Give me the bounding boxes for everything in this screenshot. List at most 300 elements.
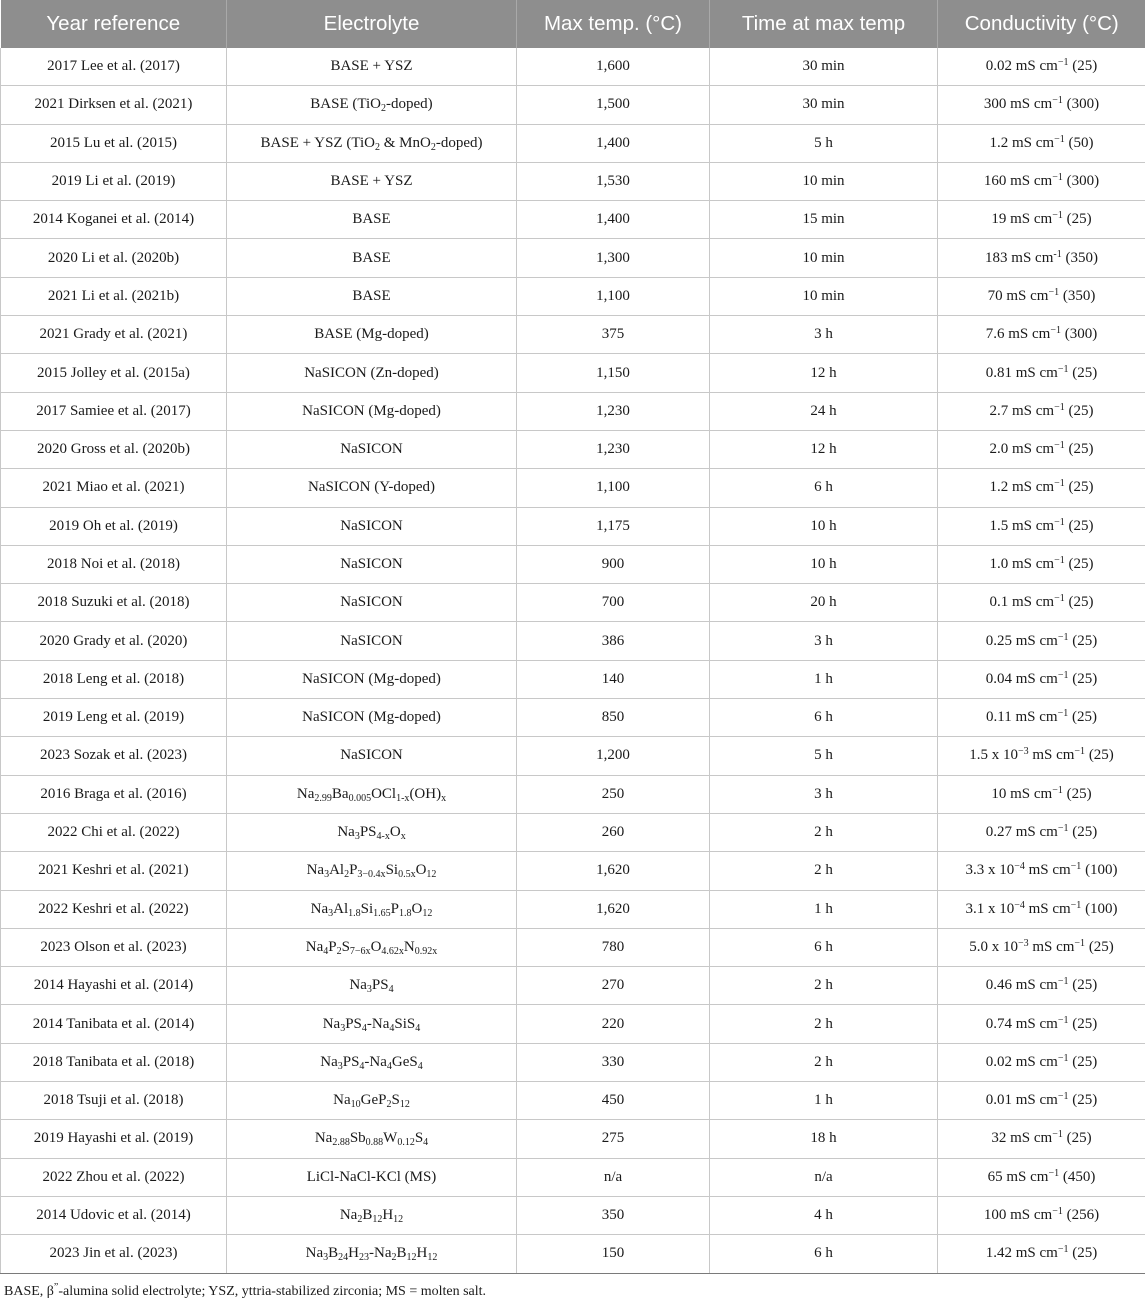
cell-conductivity	[938, 890, 1145, 928]
text-segment: (300)	[1060, 326, 1098, 343]
table-row	[1, 354, 1145, 392]
table-row	[1, 48, 1145, 86]
text-segment: -doped)	[435, 134, 483, 151]
superscript: −1	[1052, 210, 1063, 222]
subscript: 2.99	[314, 792, 332, 804]
cell-conductivity	[938, 1158, 1145, 1196]
cell-conductivity	[938, 1082, 1145, 1120]
text-segment: Na	[310, 900, 329, 917]
table-row	[1, 1158, 1145, 1196]
cell-time-at-max-temp: 30 min	[710, 48, 938, 86]
superscript: −1	[1052, 172, 1063, 184]
text-segment: 0.04 mS cm	[985, 670, 1058, 687]
cell-electrolyte	[227, 545, 517, 583]
superscript: −1	[1057, 823, 1069, 835]
superscript: −1	[1054, 478, 1065, 490]
subscript: 3	[354, 831, 360, 843]
cell-year-reference: 2018 Suzuki et al. (2018)	[1, 584, 227, 622]
subscript: 2.88	[332, 1137, 350, 1149]
cell-electrolyte	[227, 354, 517, 392]
cell-year-reference: 2021 Grady et al. (2021)	[1, 316, 227, 354]
table-row	[1, 775, 1145, 813]
table-row	[1, 1120, 1145, 1158]
subscript: x	[441, 792, 447, 804]
header-time-at-max-temp: Time at max temp	[710, 0, 938, 48]
cell-electrolyte	[227, 392, 517, 430]
cell-electrolyte	[227, 1235, 517, 1273]
cell-year-reference: 2015 Lu et al. (2015)	[1, 124, 227, 162]
cell-max-temp: 1,175	[517, 507, 710, 545]
cell-electrolyte	[227, 775, 517, 813]
subscript: 3	[328, 907, 334, 919]
cell-electrolyte	[227, 1158, 517, 1196]
text-segment: PS	[342, 1053, 360, 1070]
subscript: 1.8	[399, 907, 412, 919]
text-segment: PS	[359, 824, 377, 841]
cell-max-temp: 275	[517, 1120, 710, 1158]
cell-conductivity	[938, 392, 1145, 430]
cell-electrolyte	[227, 699, 517, 737]
superscript: −1	[1054, 401, 1065, 413]
text-segment: 0.25 mS cm	[985, 632, 1058, 649]
cell-electrolyte	[227, 1043, 517, 1081]
text-segment: mS cm	[1024, 862, 1071, 879]
cell-max-temp: 1,400	[517, 124, 710, 162]
cell-max-temp: 780	[517, 928, 710, 966]
text-segment: NaSICON (Mg-doped)	[302, 709, 441, 726]
cell-time-at-max-temp: 18 h	[710, 1120, 938, 1158]
text-segment: (25)	[1068, 1092, 1098, 1109]
subscript: 4	[417, 1060, 423, 1072]
superscript: −4	[1014, 861, 1025, 873]
superscript: −1	[1070, 861, 1082, 873]
text-segment: (25)	[1064, 441, 1094, 458]
subscript: 7−6x	[349, 945, 371, 957]
cell-conductivity	[938, 354, 1145, 392]
cell-year-reference: 2021 Keshri et al. (2021)	[1, 852, 227, 890]
text-segment: -Na	[366, 1015, 390, 1032]
superscript: -1	[1053, 248, 1062, 260]
cell-max-temp: 450	[517, 1082, 710, 1120]
text-segment: BASE, β	[4, 1284, 54, 1299]
cell-time-at-max-temp: 1 h	[710, 1082, 938, 1120]
cell-year-reference: 2019 Hayashi et al. (2019)	[1, 1120, 227, 1158]
text-segment: Na	[296, 785, 315, 802]
text-segment: (25)	[1068, 1015, 1098, 1032]
cell-time-at-max-temp: n/a	[710, 1158, 938, 1196]
superscript: −1	[1054, 516, 1065, 528]
text-segment: 0.81 mS cm	[985, 364, 1058, 381]
superscript: −1	[1070, 899, 1082, 911]
text-segment: BASE (TiO	[310, 96, 382, 113]
table-row	[1, 1043, 1145, 1081]
text-segment: (25)	[1068, 364, 1098, 381]
cell-max-temp: 375	[517, 316, 710, 354]
cell-year-reference: 2018 Leng et al. (2018)	[1, 660, 227, 698]
superscript: −1	[1054, 555, 1065, 566]
cell-electrolyte	[227, 813, 517, 851]
text-segment: W	[383, 1130, 398, 1147]
text-segment: H	[416, 1245, 428, 1262]
text-segment: P	[390, 900, 399, 917]
cell-year-reference: 2023 Sozak et al. (2023)	[1, 737, 227, 775]
text-segment: O	[415, 862, 427, 879]
superscript: −1	[1074, 937, 1086, 949]
cell-time-at-max-temp: 2 h	[710, 852, 938, 890]
cell-year-reference: 2022 Keshri et al. (2022)	[1, 890, 227, 928]
cell-max-temp: n/a	[517, 1158, 710, 1196]
text-segment: 1.2 mS cm	[989, 479, 1055, 496]
cell-time-at-max-temp: 4 h	[710, 1196, 938, 1234]
subscript: 12	[406, 1252, 417, 1264]
text-segment: 7.6 mS cm	[985, 326, 1051, 343]
cell-conductivity	[938, 660, 1145, 698]
subscript: 24	[338, 1252, 349, 1264]
subscript: 1.8	[348, 907, 361, 919]
superscript: −1	[1057, 708, 1069, 720]
cell-electrolyte	[227, 239, 517, 277]
cell-year-reference: 2017 Lee et al. (2017)	[1, 48, 227, 86]
subscript: 3−0.4x	[357, 869, 386, 881]
text-segment: -Na	[364, 1053, 387, 1070]
text-segment: 1.5 mS cm	[989, 517, 1055, 534]
text-segment: Al	[333, 900, 349, 917]
table-row	[1, 584, 1145, 622]
text-segment: Na	[306, 862, 325, 879]
text-segment: B	[396, 1245, 407, 1262]
table-row	[1, 1082, 1145, 1120]
subscript: 4	[386, 1060, 392, 1072]
text-segment: (25)	[1068, 632, 1098, 649]
cell-max-temp: 350	[517, 1196, 710, 1234]
text-segment: NaSICON	[340, 632, 403, 649]
subscript: 2	[374, 141, 380, 153]
text-segment: (25)	[1064, 402, 1094, 419]
subscript: 12	[399, 1099, 410, 1111]
cell-year-reference: 2014 Koganei et al. (2014)	[1, 201, 227, 239]
subscript: 2	[391, 1252, 397, 1264]
text-segment: Na	[305, 1245, 324, 1262]
cell-time-at-max-temp: 6 h	[710, 928, 938, 966]
cell-year-reference: 2016 Braga et al. (2016)	[1, 775, 227, 813]
subscript: 2	[344, 869, 350, 881]
superscript: −1	[1057, 976, 1069, 988]
cell-max-temp: 1,500	[517, 86, 710, 124]
text-segment: SiS	[394, 1015, 416, 1032]
cell-conductivity	[938, 201, 1145, 239]
text-segment: (100)	[1081, 900, 1118, 917]
cell-time-at-max-temp: 3 h	[710, 622, 938, 660]
superscript: −1	[1052, 1206, 1063, 1218]
text-segment: (25)	[1068, 977, 1098, 994]
table-row	[1, 86, 1145, 124]
cell-conductivity	[938, 622, 1145, 660]
text-segment: Na	[337, 824, 355, 841]
cell-year-reference: 2023 Jin et al. (2023)	[1, 1235, 227, 1273]
cell-time-at-max-temp: 6 h	[710, 699, 938, 737]
cell-electrolyte	[227, 162, 517, 200]
cell-max-temp: 330	[517, 1043, 710, 1081]
cell-time-at-max-temp: 3 h	[710, 316, 938, 354]
text-segment: BASE + YSZ	[330, 58, 413, 75]
text-segment: 0.1 mS cm	[989, 594, 1055, 611]
table-row	[1, 124, 1145, 162]
cell-electrolyte	[227, 737, 517, 775]
cell-electrolyte	[227, 277, 517, 315]
cell-time-at-max-temp: 10 min	[710, 277, 938, 315]
cell-electrolyte	[227, 1120, 517, 1158]
text-segment: (25)	[1068, 670, 1098, 687]
cell-conductivity	[938, 239, 1145, 277]
text-segment: 1.5 x 10	[969, 747, 1018, 764]
cell-max-temp: 1,230	[517, 392, 710, 430]
cell-max-temp: 1,150	[517, 354, 710, 392]
cell-max-temp: 850	[517, 699, 710, 737]
subscript: 23	[359, 1252, 369, 1264]
text-segment: Na	[322, 1015, 341, 1032]
text-segment: -Na	[369, 1245, 392, 1262]
cell-electrolyte	[227, 967, 517, 1005]
header-year-reference: Year reference	[1, 0, 227, 48]
text-segment: H	[348, 1245, 359, 1262]
cell-time-at-max-temp: 10 h	[710, 545, 938, 583]
superscript: −1	[1074, 746, 1086, 758]
cell-electrolyte	[227, 928, 517, 966]
superscript: −1	[1057, 669, 1069, 681]
cell-year-reference: 2020 Gross et al. (2020b)	[1, 430, 227, 468]
cell-conductivity	[938, 316, 1145, 354]
text-segment: (25)	[1068, 1245, 1098, 1262]
text-segment: 183 mS cm	[985, 249, 1054, 266]
text-segment: NaSICON (Mg-doped)	[302, 402, 441, 419]
superscript: −1	[1050, 325, 1061, 337]
subscript: 2	[386, 1099, 392, 1111]
cell-year-reference: 2014 Tanibata et al. (2014)	[1, 1005, 227, 1043]
cell-conductivity	[938, 1120, 1145, 1158]
cell-year-reference: 2019 Li et al. (2019)	[1, 162, 227, 200]
cell-electrolyte	[227, 507, 517, 545]
text-segment: (25)	[1068, 824, 1098, 841]
cell-max-temp: 270	[517, 967, 710, 1005]
cell-year-reference: 2021 Li et al. (2021b)	[1, 277, 227, 315]
cell-electrolyte	[227, 48, 517, 86]
subscript: 0.12	[397, 1137, 415, 1149]
table-row	[1, 277, 1145, 315]
cell-electrolyte	[227, 430, 517, 468]
cell-max-temp: 1,300	[517, 239, 710, 277]
text-segment: 32 mS cm	[991, 1130, 1053, 1147]
subscript: 4	[361, 1022, 367, 1034]
superscript: −3	[1017, 937, 1029, 949]
text-segment: P	[328, 938, 337, 955]
superscript: −4	[1014, 899, 1025, 911]
cell-conductivity	[938, 1196, 1145, 1234]
text-segment: S	[391, 1092, 400, 1109]
text-segment: Na	[305, 938, 324, 955]
table-row	[1, 239, 1145, 277]
cell-time-at-max-temp: 5 h	[710, 737, 938, 775]
superscript: −1	[1054, 440, 1065, 452]
cell-time-at-max-temp: 6 h	[710, 469, 938, 507]
text-segment: BASE	[352, 287, 391, 304]
subscript: 2	[336, 945, 342, 957]
subscript: 10	[350, 1099, 361, 1111]
text-segment: 5.0 x 10	[969, 938, 1018, 955]
superscript: −1	[1052, 95, 1063, 107]
cell-electrolyte	[227, 1005, 517, 1043]
text-segment: PS	[345, 1015, 362, 1032]
text-segment: (256)	[1062, 1207, 1100, 1224]
text-segment: 0.02 mS cm	[985, 1053, 1058, 1070]
cell-year-reference: 2017 Samiee et al. (2017)	[1, 392, 227, 430]
text-segment: (25)	[1068, 58, 1098, 75]
text-segment: 1.42 mS cm	[985, 1245, 1058, 1262]
text-segment: Na	[333, 1092, 351, 1109]
text-segment: S	[341, 938, 350, 955]
text-segment: 0.46 mS cm	[985, 977, 1058, 994]
text-segment: 10 mS cm	[991, 785, 1053, 802]
text-segment: PS	[371, 977, 389, 994]
table-row	[1, 813, 1145, 851]
cell-time-at-max-temp: 2 h	[710, 1043, 938, 1081]
text-segment: 3.1 x 10	[965, 900, 1015, 917]
text-segment: NaSICON (Y-doped)	[307, 479, 436, 496]
text-segment: 2.7 mS cm	[989, 402, 1055, 419]
subscript: 4	[415, 1022, 421, 1034]
text-segment: (25)	[1064, 479, 1094, 496]
superscript: −1	[1048, 1167, 1060, 1179]
text-segment: LiCl-NaCl-KCl (MS)	[306, 1168, 437, 1185]
text-segment: mS cm	[1028, 938, 1075, 955]
cell-conductivity	[938, 852, 1145, 890]
cell-year-reference: 2019 Oh et al. (2019)	[1, 507, 227, 545]
cell-year-reference: 2020 Grady et al. (2020)	[1, 622, 227, 660]
cell-year-reference: 2022 Zhou et al. (2022)	[1, 1158, 227, 1196]
text-segment: (25)	[1062, 785, 1092, 802]
cell-time-at-max-temp: 3 h	[710, 775, 938, 813]
cell-conductivity	[938, 48, 1145, 86]
cell-max-temp: 1,200	[517, 737, 710, 775]
header-conductivity: Conductivity (°C)	[938, 0, 1145, 48]
cell-conductivity	[938, 1235, 1145, 1273]
header-electrolyte: Electrolyte	[227, 0, 517, 48]
subscript: 12	[422, 907, 433, 919]
table-row	[1, 1196, 1145, 1234]
header-max-temp: Max temp. (°C)	[517, 0, 710, 48]
text-segment: (300)	[1062, 173, 1100, 190]
text-segment: GeS	[391, 1053, 418, 1070]
header-row	[1, 0, 1145, 48]
cell-max-temp: 1,230	[517, 430, 710, 468]
text-segment: NaSICON (Mg-doped)	[302, 670, 441, 687]
table-footnote	[4, 1284, 486, 1300]
superscript: −1	[1057, 631, 1069, 643]
text-segment: (25)	[1085, 747, 1114, 764]
text-segment: NaSICON	[340, 594, 403, 611]
cell-max-temp: 1,620	[517, 890, 710, 928]
superscript: ”	[53, 1282, 59, 1293]
text-segment: (50)	[1064, 134, 1094, 151]
table-row	[1, 1235, 1145, 1273]
cell-conductivity	[938, 507, 1145, 545]
cell-conductivity	[938, 1005, 1145, 1043]
table-body	[1, 48, 1145, 1273]
cell-max-temp: 260	[517, 813, 710, 851]
cell-time-at-max-temp: 12 h	[710, 430, 938, 468]
text-segment: N	[403, 938, 415, 955]
superscript: −1	[1048, 286, 1060, 298]
subscript: 12	[427, 1252, 438, 1264]
cell-electrolyte	[227, 201, 517, 239]
superscript: −1	[1054, 593, 1065, 605]
text-segment: GeP	[360, 1092, 387, 1109]
table-header	[1, 0, 1145, 48]
subscript: 4.62x	[381, 945, 404, 957]
superscript: −3	[1017, 746, 1029, 758]
text-segment: BASE	[352, 211, 391, 228]
text-segment: (100)	[1081, 862, 1118, 879]
text-segment: 0.27 mS cm	[985, 824, 1058, 841]
superscript: −1	[1052, 1129, 1063, 1141]
text-segment: 0.74 mS cm	[985, 1015, 1058, 1032]
text-segment: (25)	[1064, 594, 1094, 611]
cell-time-at-max-temp: 24 h	[710, 392, 938, 430]
cell-year-reference: 2021 Dirksen et al. (2021)	[1, 86, 227, 124]
cell-electrolyte	[227, 852, 517, 890]
text-segment: 0.11 mS cm	[986, 709, 1058, 726]
text-segment: OCl	[371, 785, 397, 802]
superscript: −1	[1052, 784, 1063, 796]
cell-conductivity	[938, 1043, 1145, 1081]
cell-time-at-max-temp: 10 min	[710, 162, 938, 200]
cell-conductivity	[938, 86, 1145, 124]
subscript: 4	[423, 1137, 429, 1149]
text-segment: 1.0 mS cm	[989, 556, 1055, 572]
text-segment: O	[389, 824, 401, 841]
cell-max-temp: 250	[517, 775, 710, 813]
superscript: −1	[1057, 1052, 1069, 1064]
subscript: 4	[359, 1060, 365, 1072]
cell-max-temp: 900	[517, 545, 710, 583]
text-segment: & MnO	[379, 134, 431, 151]
cell-time-at-max-temp: 10 h	[710, 507, 938, 545]
text-segment: Sb	[349, 1130, 366, 1147]
table-row	[1, 507, 1145, 545]
table-row	[1, 316, 1145, 354]
cell-year-reference: 2018 Noi et al. (2018)	[1, 545, 227, 583]
table-row	[1, 469, 1145, 507]
subscript: 1.65	[373, 907, 391, 919]
superscript: −1	[1057, 363, 1069, 375]
superscript: −1	[1054, 133, 1065, 145]
subscript: 2	[357, 1214, 363, 1226]
text-segment: mS cm	[1028, 747, 1075, 764]
table-row	[1, 392, 1145, 430]
table-row	[1, 660, 1145, 698]
table-row	[1, 967, 1145, 1005]
subscript: x	[400, 831, 406, 843]
text-segment: 3.3 x 10	[965, 862, 1015, 879]
text-segment: Al	[329, 862, 345, 879]
cell-time-at-max-temp: 30 min	[710, 86, 938, 124]
subscript: 0.005	[348, 792, 372, 804]
text-segment: 19 mS cm	[991, 211, 1053, 228]
text-segment: 0.02 mS cm	[985, 58, 1058, 75]
text-segment: NaSICON	[340, 441, 403, 458]
table-row	[1, 1005, 1145, 1043]
cell-electrolyte	[227, 1196, 517, 1234]
text-segment: NaSICON	[340, 517, 403, 534]
